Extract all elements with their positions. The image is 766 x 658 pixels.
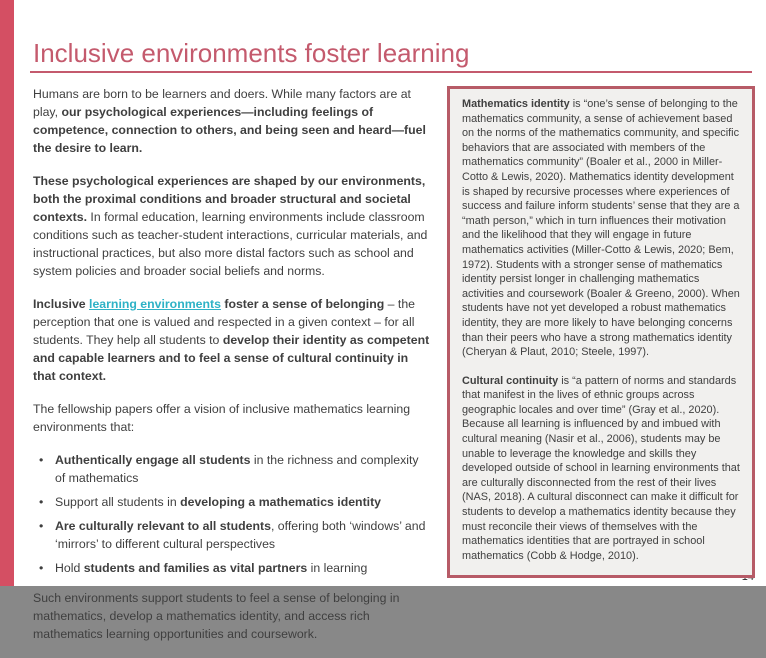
bullet-item: • Support all students in developing a mathematics identity — [53, 493, 432, 511]
belonging-paragraph: Inclusive learning environments foster a sense of belonging – the perception that one is valued and respected in a given context – for all students. They help all students to develop their identity as competent and capable learners and to feel a sense of cultural continuity in that context. — [33, 297, 430, 383]
bullet-item: • Are culturally relevant to all students, offering both ‘windows’ and ‘mirrors’ to different cultural perspectives — [53, 517, 432, 553]
left-accent-bar — [0, 0, 14, 586]
learning-environments-link[interactable]: learning environments — [89, 297, 221, 311]
environments-paragraph: These psychological experiences are shaped by our environments, both the proximal conditions and broader structural and societal contexts. In formal education, learning environments include classroom conditions such as teacher-student interactions, curricular materials, and instructional practices, but also more distal factors such as school and system policies and broader social beliefs and norms. — [33, 174, 428, 278]
bullet-item: • Hold students and families as vital partners in learning — [53, 559, 432, 577]
mathematics-identity-definition: Mathematics identity is “one’s sense of belonging to the mathematics community, a sense of achievement based on the norms of the mathematics community, and specific behaviors that are associated with members of the mathematics community” (Boaler et al., 2000 in Miller-Cotto & Lewis, 2020). Mathematics identity development is shaped by recursive processes where experiences of success and failure inform students’ sense that they are a “math person,” which in turn influences their motivation and the likelihood that they will engage in future mathematics activities (Miller-Cotto & Lewis, 2020; Bem, 1972). Students with a stronger sense of mathematics identity persist longer in challenging mathematics activities and coursework (Boaler & Greeno, 2000). When students have not yet developed a robust mathematics identity, they are more likely to have belonging concerns than their peers who have a strong mathematics identity (Cheryan & Plaut, 2010; Steele, 1997). — [462, 98, 740, 359]
closing-paragraph: Such environments support students to feel a sense of belonging in mathematics, develop a mathematics identity, and access rich mathematics learning opportunities and coursework. — [33, 591, 400, 641]
title-underline — [30, 71, 752, 73]
bullet-item: • Authentically engage all students in the richness and complexity of mathematics — [53, 451, 432, 487]
definitions-sidebar-box — [447, 86, 755, 578]
page-title: Inclusive environments foster learning — [33, 38, 470, 68]
fellowship-paragraph: The fellowship papers offer a vision of inclusive mathematics learning environments that: — [33, 402, 411, 434]
cultural-continuity-definition: Cultural continuity is “a pattern of norms and standards that manifest in the lives of ethnic groups across geographic locales and over time” (Gray et al., 2020). Because all learning is influenced by and imbued with cultural meaning (Nasir et al., 2006), students may be unable to leverage the knowledge and skills they developed outside of school in learning environments that are culturally disconnected from the rest of their lives (NAS, 2018). A cultural disconnect can make it difficult for students to develop a mathematics identity because they must reconcile their views of themselves with the mathematics identities that are portrayed in school mathematics (Cobb & Hodge, 2010). — [462, 374, 740, 562]
main-text-column — [33, 85, 432, 658]
vision-bullet-list — [33, 451, 432, 577]
intro-paragraph: Humans are born to be learners and doers. While many factors are at play, our psychological experiences—including feelings of competence, connection to others, and being seen and heard—fuel the desire to learn. — [33, 87, 426, 155]
